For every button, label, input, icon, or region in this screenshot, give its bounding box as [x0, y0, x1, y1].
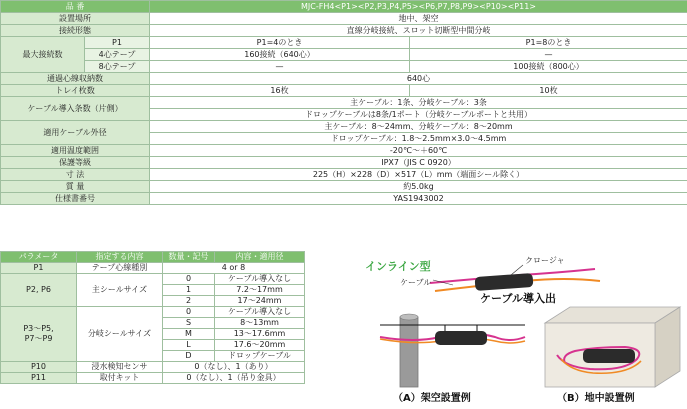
aerial-installation-illustration [380, 314, 525, 387]
protect-label: 保護等級 [1, 157, 150, 169]
dim-value: 225（H）×228（D）×517（L）mm（端面シール除く） [150, 169, 687, 181]
p26-param: P2, P6 [1, 274, 77, 307]
connect-label: 接続形態 [1, 25, 150, 37]
p35-desc-0: ケーブル導入なし [215, 307, 305, 318]
utility-pole [400, 317, 418, 387]
tape4-label: 4心テープ [85, 49, 150, 61]
parameter-table [0, 251, 305, 384]
spec-header-label: 品 番 [1, 1, 150, 13]
protect-value: IPX7（JIS C 0920） [150, 157, 687, 169]
aerial-closure [435, 331, 487, 345]
p10-content: 浸水検知センサ [77, 362, 163, 373]
specno-label: 仕様書番号 [1, 193, 150, 205]
mass-value: 約5.0kg [150, 181, 687, 193]
cable-label: ケーブル [400, 278, 432, 287]
p35-desc-2: 13～17.6mm [215, 329, 305, 340]
od-label: 適用ケーブル外径 [1, 121, 150, 145]
connect-value: 直線分岐接続、スロット切断型中間分岐 [150, 25, 687, 37]
p26-desc-1: 7.2～17mm [215, 285, 305, 296]
p1-label: P1 [85, 37, 150, 49]
param-header-2: 指定する内容 [77, 252, 163, 263]
closure-label: クロージャ [525, 256, 565, 265]
spec-header-row [1, 1, 687, 13]
tape4-a: 160接続（640心） [150, 49, 410, 61]
od-1: 主ケーブル：8～24mm、分岐ケーブル：8～20mm [150, 121, 687, 133]
od-2: ドロップケーブル：1.8～2.5mm×3.0～4.5mm [150, 133, 687, 145]
temp-value: -20℃～＋60℃ [150, 145, 687, 157]
param-header-row [1, 252, 305, 263]
p26-content: 主シールサイズ [77, 274, 163, 307]
param-header-3: 数量・記号 [163, 252, 215, 263]
tape8-b: 100接続（800心） [410, 61, 687, 73]
entry-label: ケーブル導入条数（片側） [1, 97, 150, 121]
p11-value: 0（なし）、1（吊り金具） [163, 373, 305, 384]
param-header-4: 内容・適用径 [215, 252, 305, 263]
p35-code-0: 0 [163, 307, 215, 318]
entry-2: ドロップケーブルは8条/1ポート（分岐ケーブルポートと共用） [150, 109, 687, 121]
underground-closure [583, 349, 635, 363]
p35-desc-4: ドロップケーブル [215, 351, 305, 362]
p11-content: 取付キット [77, 373, 163, 384]
tape8-a: — [150, 61, 410, 73]
p26-desc-2: 17～24mm [215, 296, 305, 307]
p10-value: 0（なし）、1（あり） [163, 362, 305, 373]
p35-param [1, 307, 77, 362]
param-header-1: パラメータ [1, 252, 77, 263]
specno-value: YAS1943002 [150, 193, 687, 205]
maxconn-label: 最大接続数 [1, 37, 85, 73]
cores-label: 通過心線収納数 [1, 73, 150, 85]
p26-desc-0: ケーブル導入なし [215, 274, 305, 285]
inline-type-title: インライン型 [365, 260, 431, 273]
underground-installation-illustration [545, 307, 680, 387]
closure-body [475, 273, 534, 291]
dim-label: 寸 法 [1, 169, 150, 181]
spec-header-value: MJC-FH4<P1><P2,P3,P4,P5><P6,P7,P8,P9><P10><P11> [150, 1, 687, 13]
p35-desc-1: 8～13mm [215, 318, 305, 329]
p35-desc-3: 17.6～20mm [215, 340, 305, 351]
installation-diagram [325, 251, 687, 409]
p1-content: テープ心線種別 [77, 263, 163, 274]
tape4-b: — [410, 49, 687, 61]
cable-entry-label: ケーブル導入出 [480, 292, 557, 305]
entry-1: 主ケーブル：1条、分岐ケーブル：3条 [150, 97, 687, 109]
p35-content: 分岐シールサイズ [77, 307, 163, 362]
p35-code-3: L [163, 340, 215, 351]
place-label: 設置場所 [1, 13, 150, 25]
p35-code-2: M [163, 329, 215, 340]
tray-b: 10枚 [410, 85, 687, 97]
p1-param: P1 [1, 263, 77, 274]
inline-closure-illustration [430, 265, 600, 291]
p10-param: P10 [1, 362, 77, 373]
p35-param-line-1: P3～P5, [23, 324, 54, 333]
p26-code-0: 0 [163, 274, 215, 285]
aerial-caption: （A）架空設置例 [393, 393, 471, 404]
tape8-label: 8心テープ [85, 61, 150, 73]
p1-value: 4 or 8 [163, 263, 305, 274]
p35-code-4: D [163, 351, 215, 362]
temp-label: 適用温度範囲 [1, 145, 150, 157]
p35-code-1: S [163, 318, 215, 329]
p1-b: P1=8のとき [410, 37, 687, 49]
cores-value: 640心 [150, 73, 687, 85]
tray-label: トレイ枚数 [1, 85, 150, 97]
p26-code-1: 1 [163, 285, 215, 296]
p11-param: P11 [1, 373, 77, 384]
place-value: 地中、架空 [150, 13, 687, 25]
underground-caption: （B）地中設置例 [557, 393, 635, 404]
p35-param-line-2: P7～P9 [24, 334, 53, 343]
mass-label: 質 量 [1, 181, 150, 193]
p26-code-2: 2 [163, 296, 215, 307]
tray-a: 16枚 [150, 85, 410, 97]
p1-a: P1=4のとき [150, 37, 410, 49]
